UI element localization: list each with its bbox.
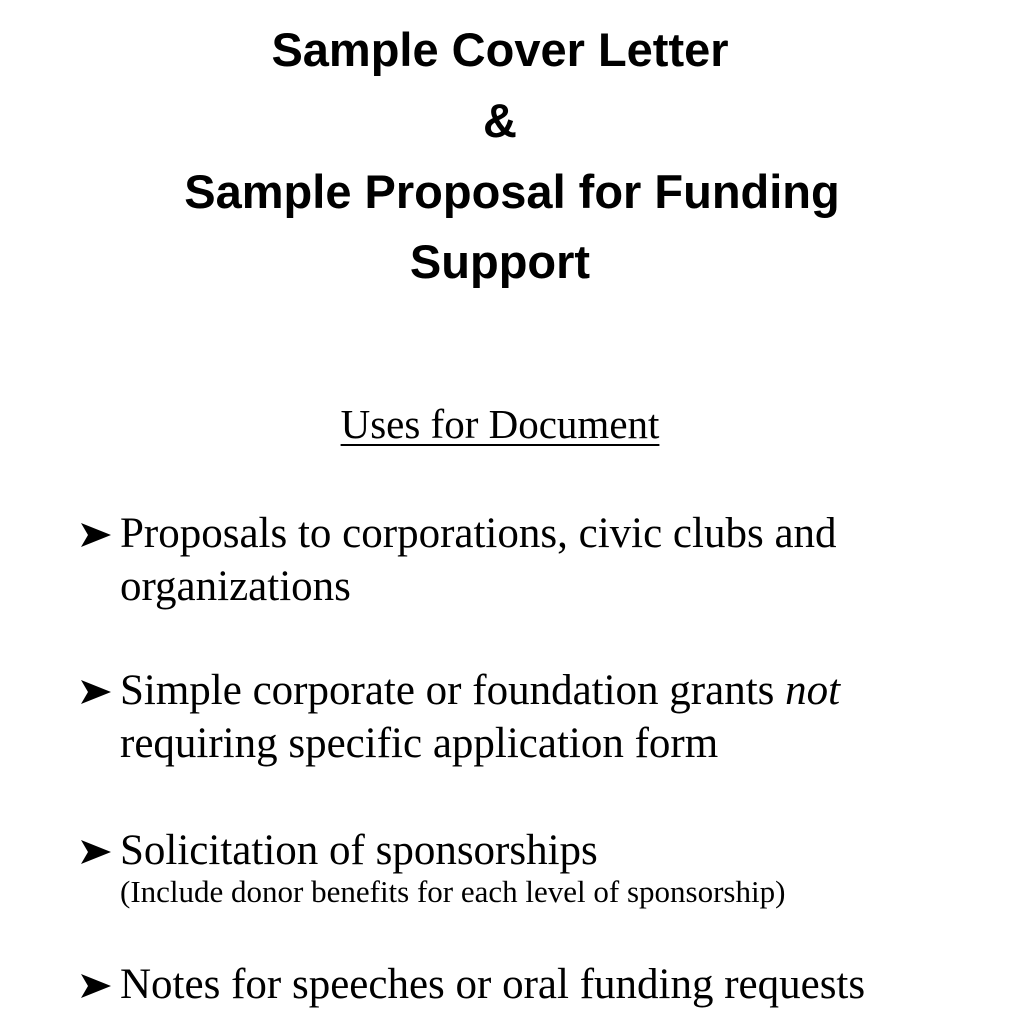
arrowhead-bullet-icon: [79, 664, 117, 717]
list-item: [79, 664, 840, 770]
list-item: [79, 958, 865, 1011]
item-text: Solicitation of sponsorships: [120, 827, 598, 874]
list-item: [79, 507, 837, 613]
title-line: &: [483, 94, 517, 147]
arrowhead-bullet-icon: [79, 958, 117, 1011]
title-line: Sample Cover Letter: [271, 23, 729, 76]
item-text: Notes for speeches or oral funding requests: [120, 961, 866, 1008]
arrowhead-bullet-icon: [79, 824, 117, 877]
item-text: requiring specific application form: [120, 720, 719, 767]
section-heading: Uses for Document: [340, 401, 660, 447]
item-text: organizations: [120, 563, 351, 610]
title-line: Support: [409, 235, 591, 288]
item-text: [79, 664, 840, 717]
title-line: Sample Proposal for Funding: [184, 165, 840, 218]
item-text: Proposals to corporations, civic clubs and: [120, 510, 837, 557]
item-text-start: Simple corporate or foundation grants: [120, 667, 786, 714]
item-text-emphasis: not: [785, 667, 841, 714]
list-item: [79, 824, 785, 909]
item-note: (Include donor benefits for each level of sponsorship): [120, 874, 786, 909]
arrowhead-bullet-icon: [79, 507, 117, 560]
